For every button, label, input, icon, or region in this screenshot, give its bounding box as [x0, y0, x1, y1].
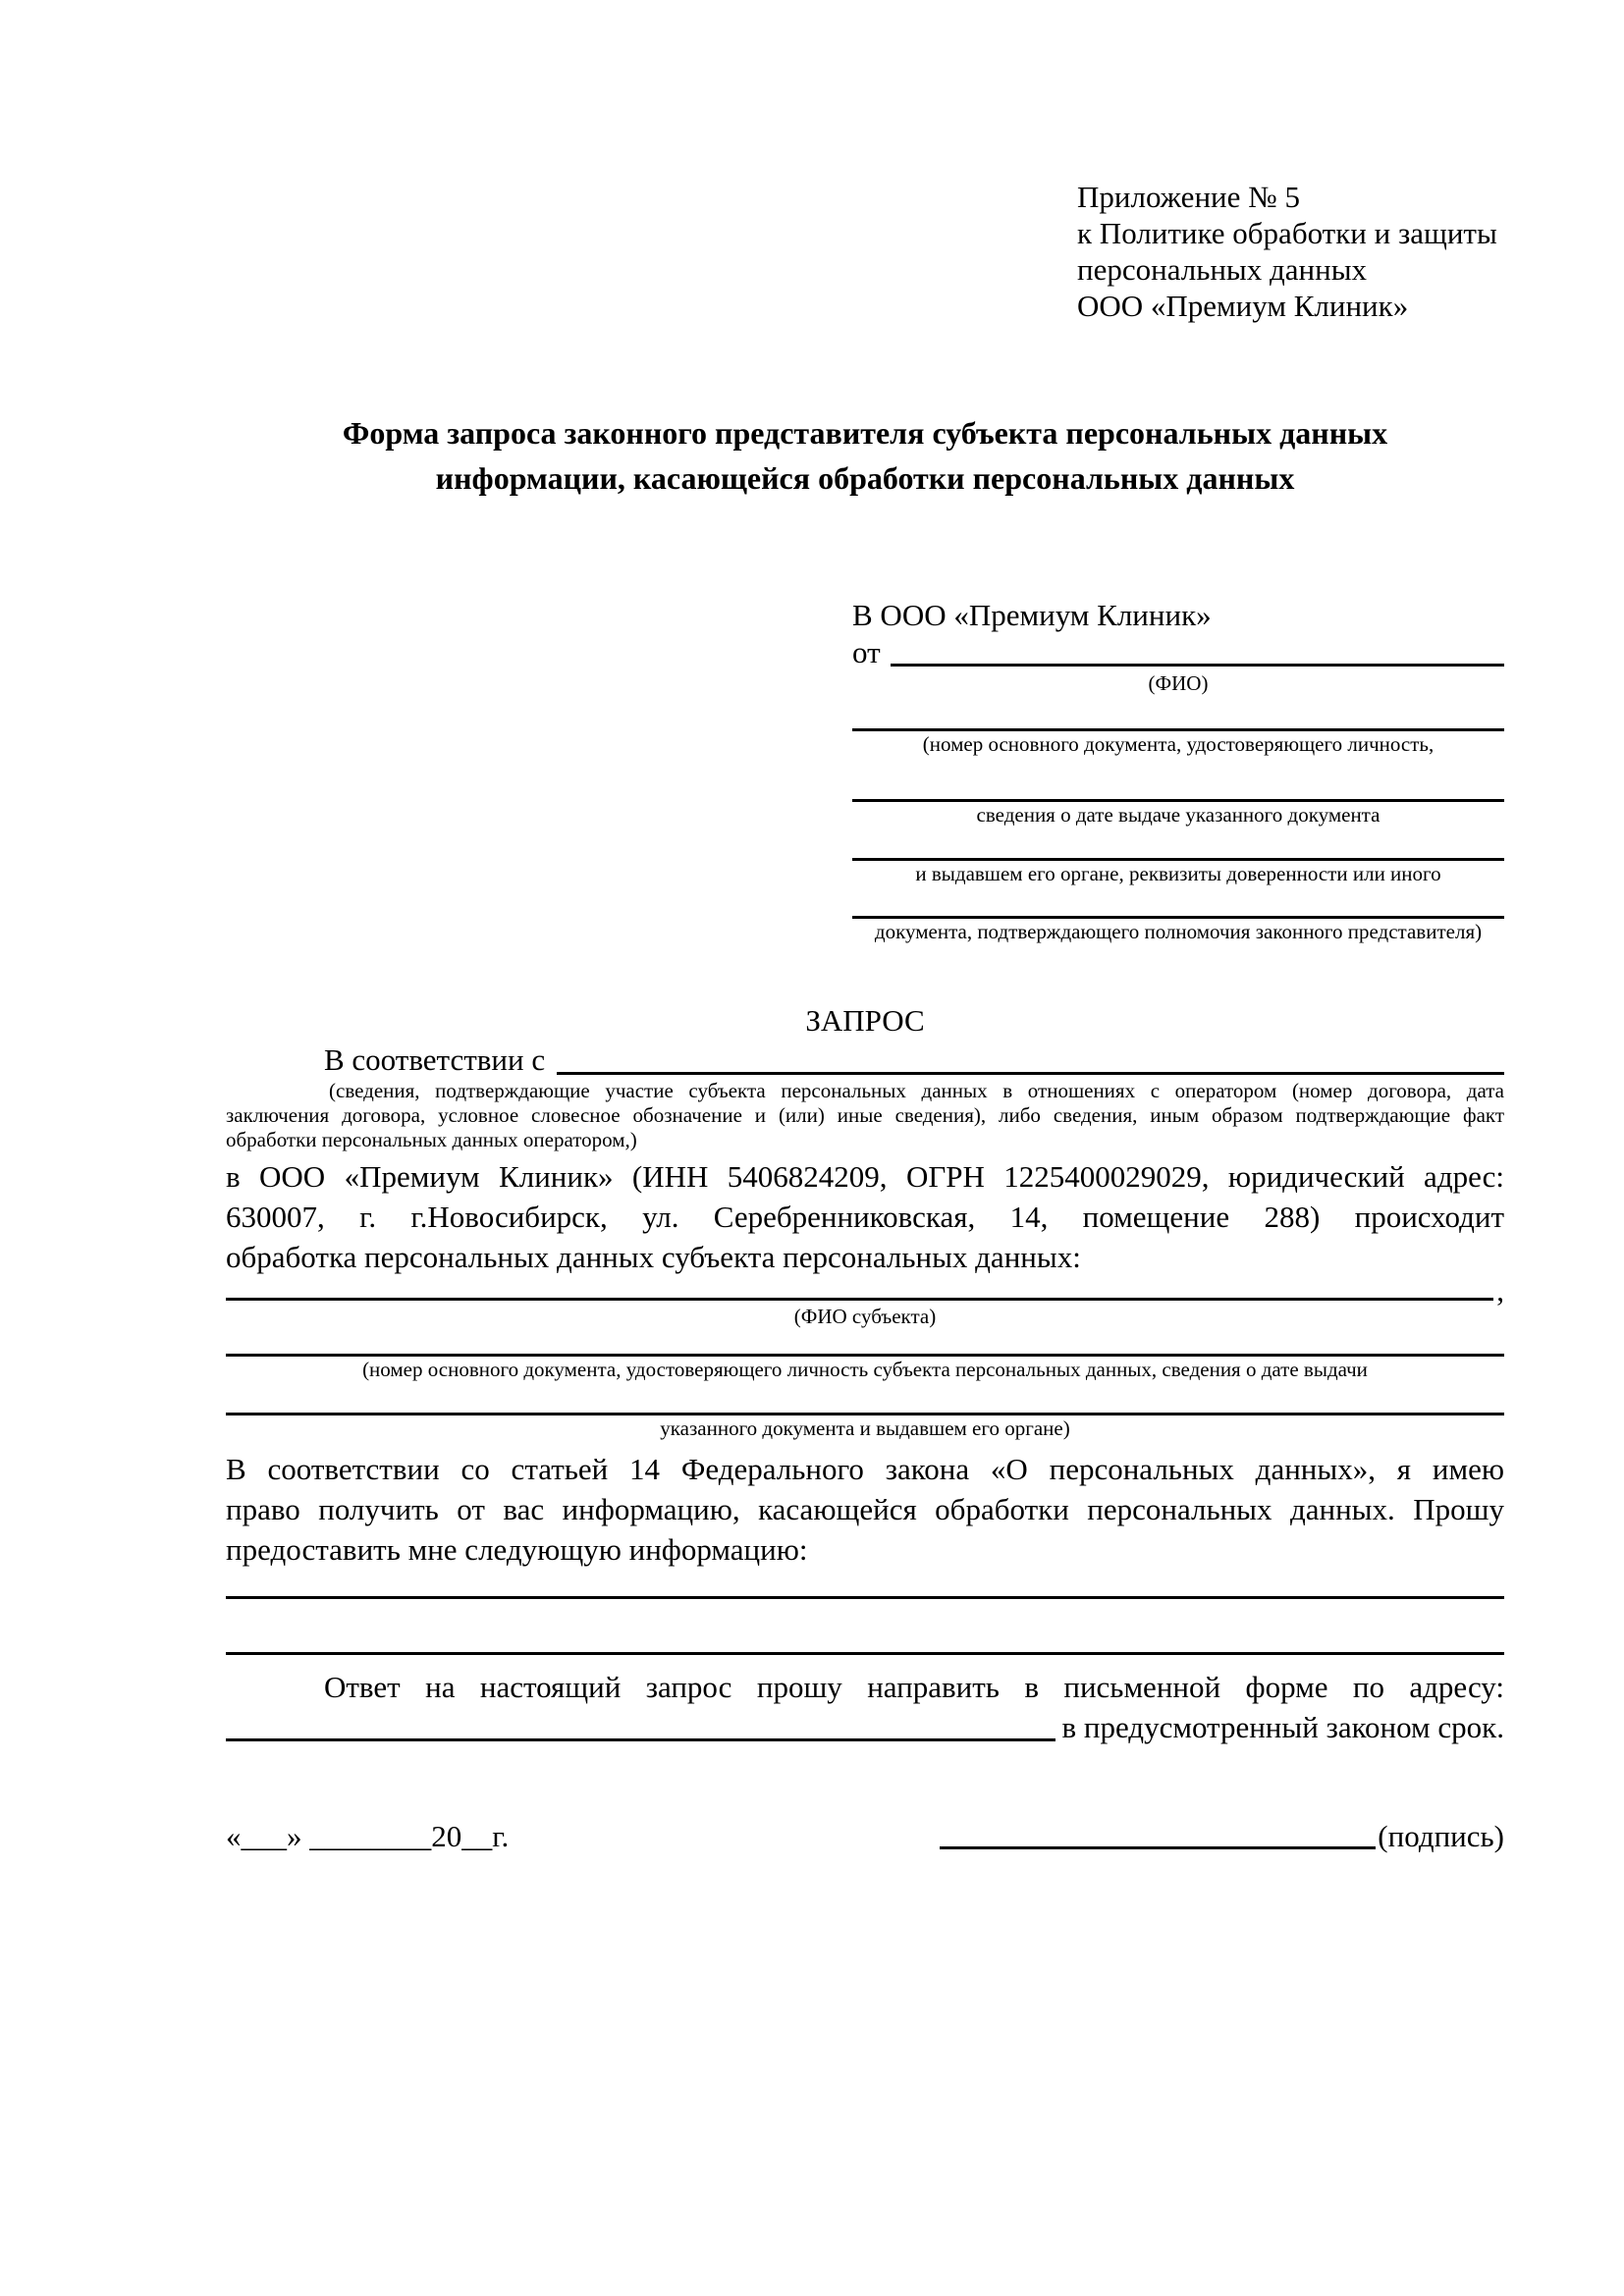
subject-fio-comma: ,: [1496, 1273, 1504, 1308]
request-heading: ЗАПРОС: [805, 1003, 925, 1038]
footer-row: [226, 1816, 1504, 1856]
law-paragraph-line: предоставить мне следующую информацию:: [226, 1532, 808, 1567]
law-paragraph-line: право получить от вас информацию, касающейся обработки персональных данных. Прошу: [226, 1492, 1504, 1526]
representative-doc-line-4[interactable]: [852, 886, 1504, 919]
header-note-line: ООО «Премиум Клиник»: [1077, 289, 1409, 323]
document-title: [226, 410, 1504, 501]
representative-doc-caption-2: сведения о дате выдаче указанного документа: [976, 803, 1380, 827]
basis-caption-line: обработки персональных данных оператором,): [226, 1128, 637, 1151]
representative-doc-caption-3: и выдавшем его органе, реквизиты доверенности или иного: [915, 862, 1441, 885]
representative-doc-line-3[interactable]: [852, 828, 1504, 861]
from-label: от: [852, 635, 881, 669]
document-title-line: информации, касающейся обработки персональных данных: [435, 460, 1295, 496]
representative-doc-caption-4: документа, подтверждающего полномочия законного представителя): [874, 920, 1483, 943]
date-line[interactable]: «___» ________20__г.: [226, 1819, 510, 1853]
subject-fio-row: [226, 1273, 1504, 1308]
subject-doc-line-1[interactable]: [226, 1329, 1504, 1357]
subject-doc-caption-1: (номер основного документа, удостоверяющего личность субъекта персональных данных, сведения о дате выдачи: [362, 1358, 1368, 1381]
signature-line[interactable]: [940, 1816, 1376, 1849]
operator-paragraph-line: обработка персональных данных субъекта персональных данных:: [226, 1240, 1081, 1274]
reply-address-row: [226, 1707, 1504, 1747]
basis-caption-line: (сведения, подтверждающие участие субъекта персональных данных в отношениях с оператором (номер договора, дата: [329, 1079, 1504, 1102]
operator-paragraph-line: в ООО «Премиум Клиник» (ИНН 5406824209, ОГРН 1225400029029, юридический адрес:: [226, 1159, 1504, 1194]
from-row: [852, 635, 1504, 670]
subject-fio-caption: (ФИО субъекта): [793, 1305, 937, 1328]
representative-doc-line-2[interactable]: [852, 757, 1504, 802]
fio-caption: (ФИО): [1148, 671, 1209, 695]
header-note-line: Приложение № 5: [1077, 180, 1300, 214]
addressee-to: В ООО «Премиум Клиник»: [852, 598, 1212, 632]
operator-paragraph-line: 630007, г. г.Новосибирск, ул. Серебренниковская, 14, помещение 288) происходит: [226, 1200, 1504, 1234]
basis-row: [226, 1041, 1504, 1079]
info-request-line-1[interactable]: [226, 1570, 1504, 1599]
document-title-line: Форма запроса законного представителя субъекта персональных данных: [342, 415, 1388, 451]
answer-paragraph: Ответ на настоящий запрос прошу направить в письменной форме по адресу:: [324, 1670, 1504, 1704]
header-note-line: к Политике обработки и защиты: [1077, 216, 1497, 250]
signature-caption: (подпись): [1378, 1819, 1504, 1853]
info-request-line-2[interactable]: [226, 1599, 1504, 1655]
law-paragraph-line: В соответствии со статьей 14 Федерального закона «О персональных данных», я имею: [226, 1452, 1504, 1486]
answer-tail: в предусмотренный законом срок.: [1061, 1710, 1504, 1744]
subject-doc-line-2[interactable]: [226, 1382, 1504, 1415]
header-note: [1077, 179, 1504, 324]
signature-block: [940, 1816, 1504, 1856]
basis-caption-line: заключения договора, условное словесное обозначение и (или) иные сведения), либо сведения, иным образом подтверждающие факт: [226, 1103, 1504, 1127]
subject-fio-line[interactable]: [226, 1277, 1493, 1301]
addressee-block: [852, 595, 1504, 944]
from-name-line[interactable]: [891, 635, 1504, 667]
representative-doc-caption-1: (номер основного документа, удостоверяющего личность,: [922, 732, 1435, 756]
header-note-line: персональных данных: [1077, 252, 1368, 287]
subject-doc-caption-2: указанного документа и выдавшем его органе): [660, 1416, 1070, 1440]
reply-address-line[interactable]: [226, 1707, 1056, 1741]
representative-doc-line-1[interactable]: [852, 696, 1504, 731]
basis-label: В соответствии с: [324, 1042, 546, 1077]
basis-line[interactable]: [557, 1041, 1504, 1075]
